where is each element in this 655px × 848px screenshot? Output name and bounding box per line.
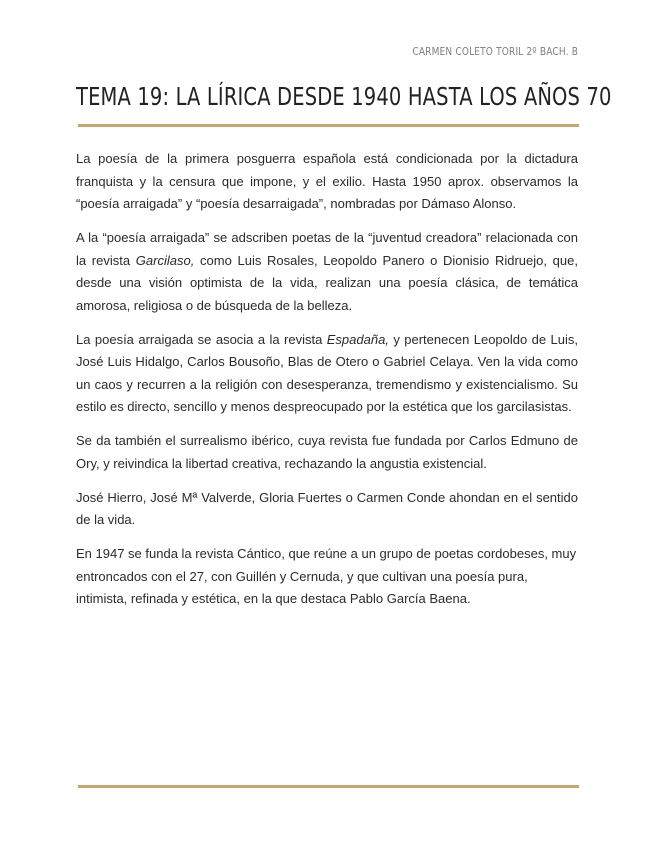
paragraph-2 <box>76 227 578 317</box>
paragraph-5: José Hierro, José Mª Valverde, Gloria Fuertes o Carmen Conde ahondan en el sentido de la vida. <box>76 489 578 527</box>
paragraph-4: Se da también el surrealismo ibérico, cuya revista fue fundada por Carlos Edmuno de Ory, y reivindica la libertad creativa, rechazando la angustia existencial. <box>76 433 578 471</box>
paragraph-3-text-before: La poesía arraigada se asocia a la revista <box>76 331 327 347</box>
paragraph-3 <box>76 329 578 419</box>
paragraph-3-journal-title: Espadaña, <box>326 331 389 347</box>
page-title: TEMA 19: LA LÍRICA DESDE 1940 HASTA LOS AÑOS 70 <box>76 82 612 111</box>
body-text <box>76 148 578 622</box>
paragraph-2-text-before: A la “poesía arraigada” se adscriben poetas de la “juventud creadora” relacionada con la revista <box>76 230 578 268</box>
paragraph-2-journal-title: Garcilaso, <box>135 252 195 268</box>
paragraph-6: En 1947 se funda la revista Cántico, que reúne a un grupo de poetas cordobeses, muy entroncados con el 27, con Guillén y Cernuda, y que cultivan una poesía pura, intimista, refinada y estética, en la que destaca Pablo García Baena. <box>76 546 577 606</box>
footer-divider <box>78 785 579 788</box>
paragraph-3-text-after: y pertenecen Leopoldo de Luis, José Luis Hidalgo, Carlos Bousoño, Blas de Otero o Gabriel Celaya. Ven la vida como un caos y recurren a la religión con desesperanza, tremendismo y existencialismo. Su estilo es directo, sencillo y menos despreocupado por la estética que los garcilasistas. <box>76 331 579 414</box>
paragraph-2-text-after: como Luis Rosales, Leopoldo Panero o Dionisio Ridruejo, que, desde una visión optimista de la vida, realizan una poesía clásica, de temática amorosa, religiosa o de búsqueda de la belleza. <box>76 252 578 313</box>
running-header: CARMEN COLETO TORIL 2º BACH. B <box>412 45 578 58</box>
title-divider <box>78 124 579 127</box>
paragraph-1: La poesía de la primera posguerra española está condicionada por la dictadura franquista y la censura que impone, y el exilio. Hasta 1950 aprox. observamos la “poesía arraigada” y “poesía desarraigada”, nombradas por Dámaso Alonso. <box>76 151 578 211</box>
